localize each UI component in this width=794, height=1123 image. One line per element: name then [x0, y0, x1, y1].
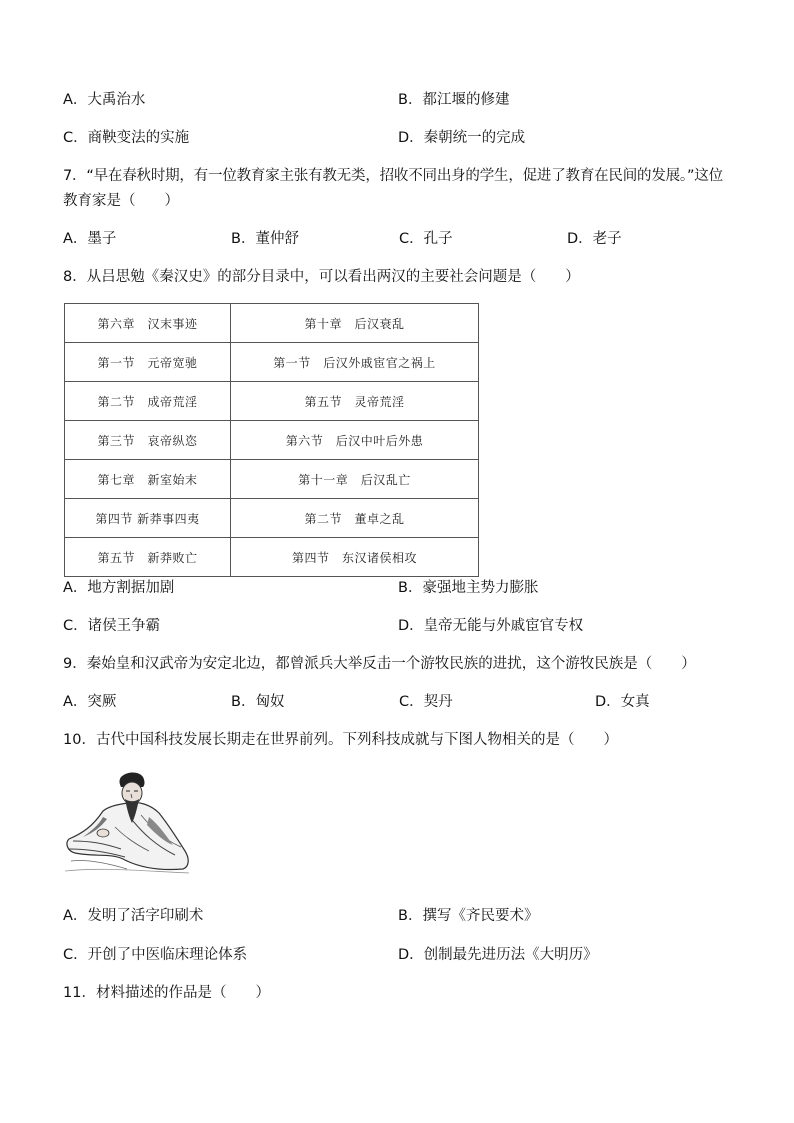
table-cell: 第一节 元帝宽驰 — [65, 343, 231, 382]
q10-stem: 10．古代中国科技发展长期走在世界前列。下列科技成就与下图人物相关的是（ ） — [63, 732, 618, 748]
table-row — [65, 538, 479, 577]
q9-option-c: C．契丹 — [399, 694, 453, 710]
table-cell: 第十一章 后汉乱亡 — [231, 460, 479, 499]
table-row — [65, 421, 479, 460]
q10-option-a: A．发明了活字印刷术 — [63, 908, 204, 924]
table-row — [65, 382, 479, 421]
q7-option-b: B．董仲舒 — [231, 231, 299, 247]
table-cell: 第六节 后汉中叶后外患 — [231, 421, 479, 460]
q10-option-d: D．创制最先进历法《大明历》 — [398, 947, 598, 963]
table-cell: 第一节 后汉外戚宦官之祸上 — [231, 343, 479, 382]
q8-option-a: A．地方割据加剧 — [63, 580, 175, 596]
q7-option-c: C．孔子 — [399, 231, 453, 247]
q8-table-of-contents — [64, 303, 479, 577]
q8-option-d: D．皇帝无能与外戚宦官专权 — [398, 618, 584, 634]
q6-option-d: D．秦朝统一的完成 — [398, 130, 526, 146]
q10-option-c: C．开创了中医临床理论体系 — [63, 947, 248, 963]
table-cell: 第五节 新莽败亡 — [65, 538, 231, 577]
q11-stem: 11．材料描述的作品是（ ） — [63, 985, 270, 1001]
q10-option-b: B．撰写《齐民要术》 — [398, 908, 539, 924]
q9-stem: 9．秦始皇和汉武帝为安定北边，都曾派兵大举反击一个游牧民族的进扰，这个游牧民族是（ ） — [63, 656, 696, 672]
q7-stem-line2: 教育家是（ ） — [63, 193, 179, 209]
table-cell: 第六章 汉末事迹 — [65, 304, 231, 343]
table-row — [65, 460, 479, 499]
table-cell: 第四节 新莽事四夷 — [65, 499, 231, 538]
q7-stem-line1: 7．“早在春秋时期，有一位教育家主张有教无类，招收不同出身的学生，促进了教育在民间的发展。”这位 — [63, 168, 723, 184]
q9-option-b: B．匈奴 — [231, 694, 285, 710]
q8-option-b: B．豪强地主势力膨胀 — [398, 580, 539, 596]
q8-stem: 8．从吕思勉《秦汉史》的部分目录中，可以看出两汉的主要社会问题是（ ） — [63, 269, 580, 285]
table-cell: 第七章 新室始末 — [65, 460, 231, 499]
q7-option-a: A．墨子 — [63, 231, 117, 247]
table-cell: 第四节 东汉诸侯相攻 — [231, 538, 479, 577]
q9-option-a: A．突厥 — [63, 694, 117, 710]
table-row — [65, 499, 479, 538]
table-cell: 第十章 后汉衰乱 — [231, 304, 479, 343]
table-cell: 第五节 灵帝荒淫 — [231, 382, 479, 421]
table-cell: 第二节 成帝荒淫 — [65, 382, 231, 421]
q6-option-c: C．商鞅变法的实施 — [63, 130, 190, 146]
q9-option-d: D．女真 — [595, 694, 650, 710]
table-cell: 第二节 董卓之乱 — [231, 499, 479, 538]
table-row — [65, 343, 479, 382]
q6-option-b: B．都江堰的修建 — [398, 92, 510, 108]
q7-option-d: D．老子 — [567, 231, 622, 247]
q8-option-c: C．诸侯王争霸 — [63, 618, 161, 634]
ancient-scholar-portrait — [63, 771, 191, 878]
table-row — [65, 304, 479, 343]
q6-option-a: A．大禹治水 — [63, 92, 146, 108]
table-cell: 第三节 哀帝纵恣 — [65, 421, 231, 460]
